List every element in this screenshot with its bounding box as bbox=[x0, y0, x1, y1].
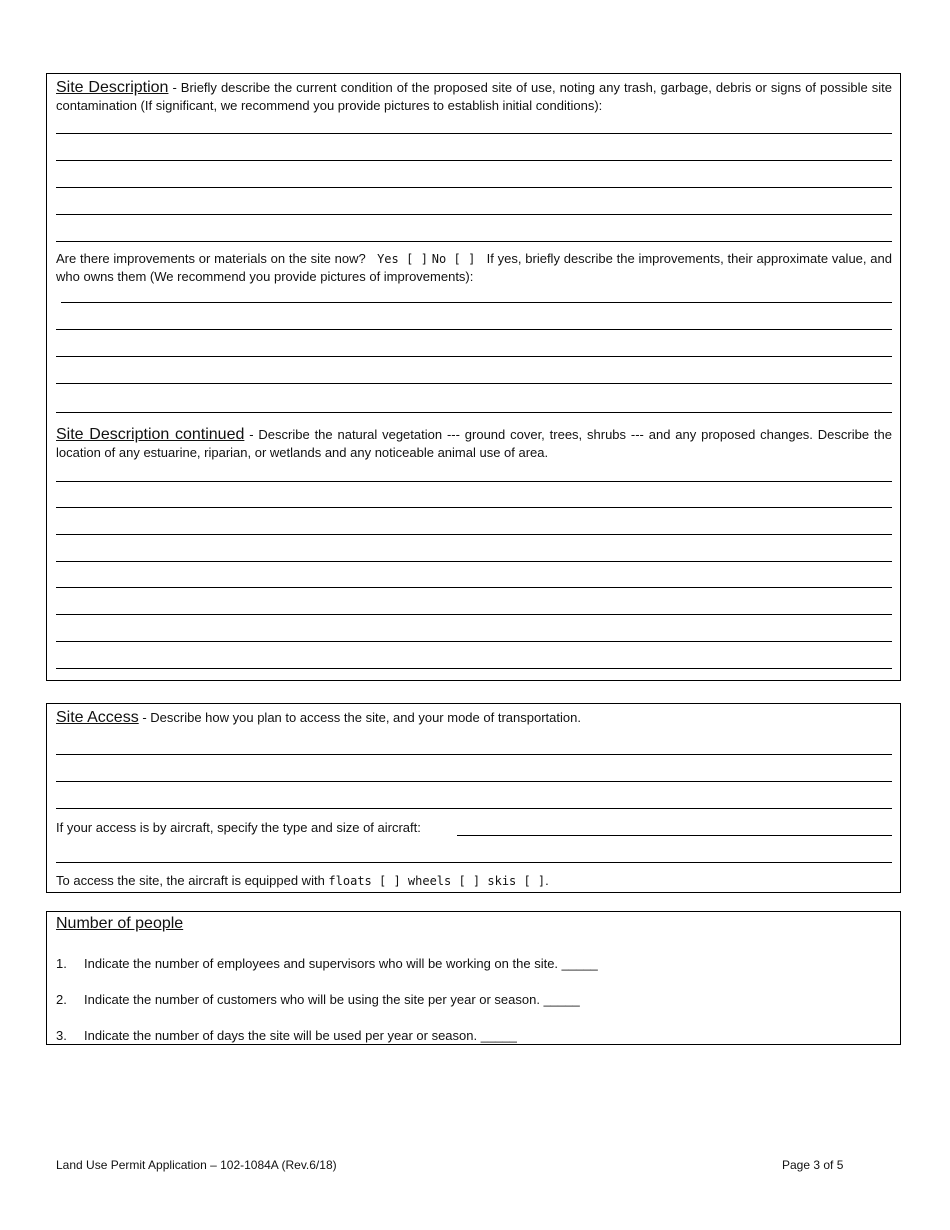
vegetation-line[interactable] bbox=[56, 668, 892, 669]
vegetation-line[interactable] bbox=[56, 507, 892, 508]
site-access-title: Site Access bbox=[56, 709, 139, 726]
improvements-yes-checkbox[interactable]: Yes [ ] bbox=[377, 252, 428, 266]
improvements-line[interactable] bbox=[56, 356, 892, 357]
improvements-line[interactable] bbox=[61, 302, 892, 303]
improvements-line[interactable] bbox=[56, 329, 892, 330]
improvements-line[interactable] bbox=[56, 383, 892, 384]
site-description-line[interactable] bbox=[56, 214, 892, 215]
site-description-continued-title: Site Description continued bbox=[56, 426, 245, 443]
site-description-intro bbox=[56, 79, 892, 115]
vegetation-line[interactable] bbox=[56, 534, 892, 535]
people-item-employees[interactable]: 1. Indicate the number of employees and supervisors who will be working on the site. _____ bbox=[56, 956, 598, 971]
aircraft-type-prompt: If your access is by aircraft, specify the type and size of aircraft: bbox=[56, 820, 421, 835]
improvements-question-block bbox=[56, 250, 892, 286]
site-access-line[interactable] bbox=[56, 808, 892, 809]
site-description-line[interactable] bbox=[56, 160, 892, 161]
aircraft-type-input[interactable] bbox=[457, 835, 892, 836]
site-description-line[interactable] bbox=[56, 241, 892, 242]
vegetation-line[interactable] bbox=[56, 561, 892, 562]
improvements-no-checkbox[interactable]: No [ ] bbox=[431, 252, 476, 266]
vegetation-line[interactable] bbox=[56, 587, 892, 588]
site-description-line[interactable] bbox=[56, 133, 892, 134]
people-item-customers[interactable]: 2. Indicate the number of customers who will be using the site per year or season. _____ bbox=[56, 992, 580, 1007]
number-of-people-section bbox=[46, 911, 901, 1045]
site-description-line[interactable] bbox=[56, 187, 892, 188]
aircraft-equipment-row: To access the site, the aircraft is equipped with floats [ ] wheels [ ] skis [ ]. bbox=[56, 873, 549, 888]
aircraft-line[interactable] bbox=[56, 862, 892, 863]
site-description-section bbox=[46, 73, 901, 681]
site-access-text: - Describe how you plan to access the site, and your mode of transportation. bbox=[138, 710, 581, 725]
site-description-title: Site Description bbox=[56, 79, 169, 96]
site-access-section bbox=[46, 703, 901, 893]
improvements-line[interactable] bbox=[56, 412, 892, 413]
site-description-text: - Briefly describe the current condition of the proposed site of use, noting any trash, garbage, debris or signs of possible site contamination (If significant, we recommend you provide pictures to establish initial conditions): bbox=[56, 80, 892, 113]
vegetation-line[interactable] bbox=[56, 614, 892, 615]
site-access-intro bbox=[56, 709, 892, 727]
number-of-people-title: Number of people bbox=[56, 915, 184, 932]
improvements-followup: If yes, briefly describe the improvements, their approximate value, and who owns them (We recommend you provide pictures of improvements): bbox=[56, 251, 892, 284]
vegetation-line[interactable] bbox=[56, 481, 892, 482]
aircraft-equipment-checkboxes[interactable]: floats [ ] wheels [ ] skis [ ] bbox=[328, 874, 546, 888]
site-access-line[interactable] bbox=[56, 781, 892, 782]
aircraft-equipment-prefix: To access the site, the aircraft is equipped with bbox=[56, 873, 329, 888]
people-item-days[interactable]: 3. Indicate the number of days the site will be used per year or season. _____ bbox=[56, 1028, 517, 1043]
footer-form-id: Land Use Permit Application – 102-1084A (Rev.6/18) bbox=[56, 1158, 337, 1172]
vegetation-line[interactable] bbox=[56, 641, 892, 642]
number-of-people-header bbox=[56, 915, 892, 933]
footer-page-number: Page 3 of 5 bbox=[782, 1158, 844, 1172]
improvements-question: Are there improvements or materials on the site now? bbox=[56, 251, 366, 266]
site-access-line[interactable] bbox=[56, 754, 892, 755]
site-description-continued-block bbox=[56, 426, 892, 462]
site-description-continued-text: - Describe the natural vegetation --- ground cover, trees, shrubs --- and any proposed changes. Describe the location of any estuarine, riparian, or wetlands and any noticeable animal use of area. bbox=[56, 427, 892, 460]
